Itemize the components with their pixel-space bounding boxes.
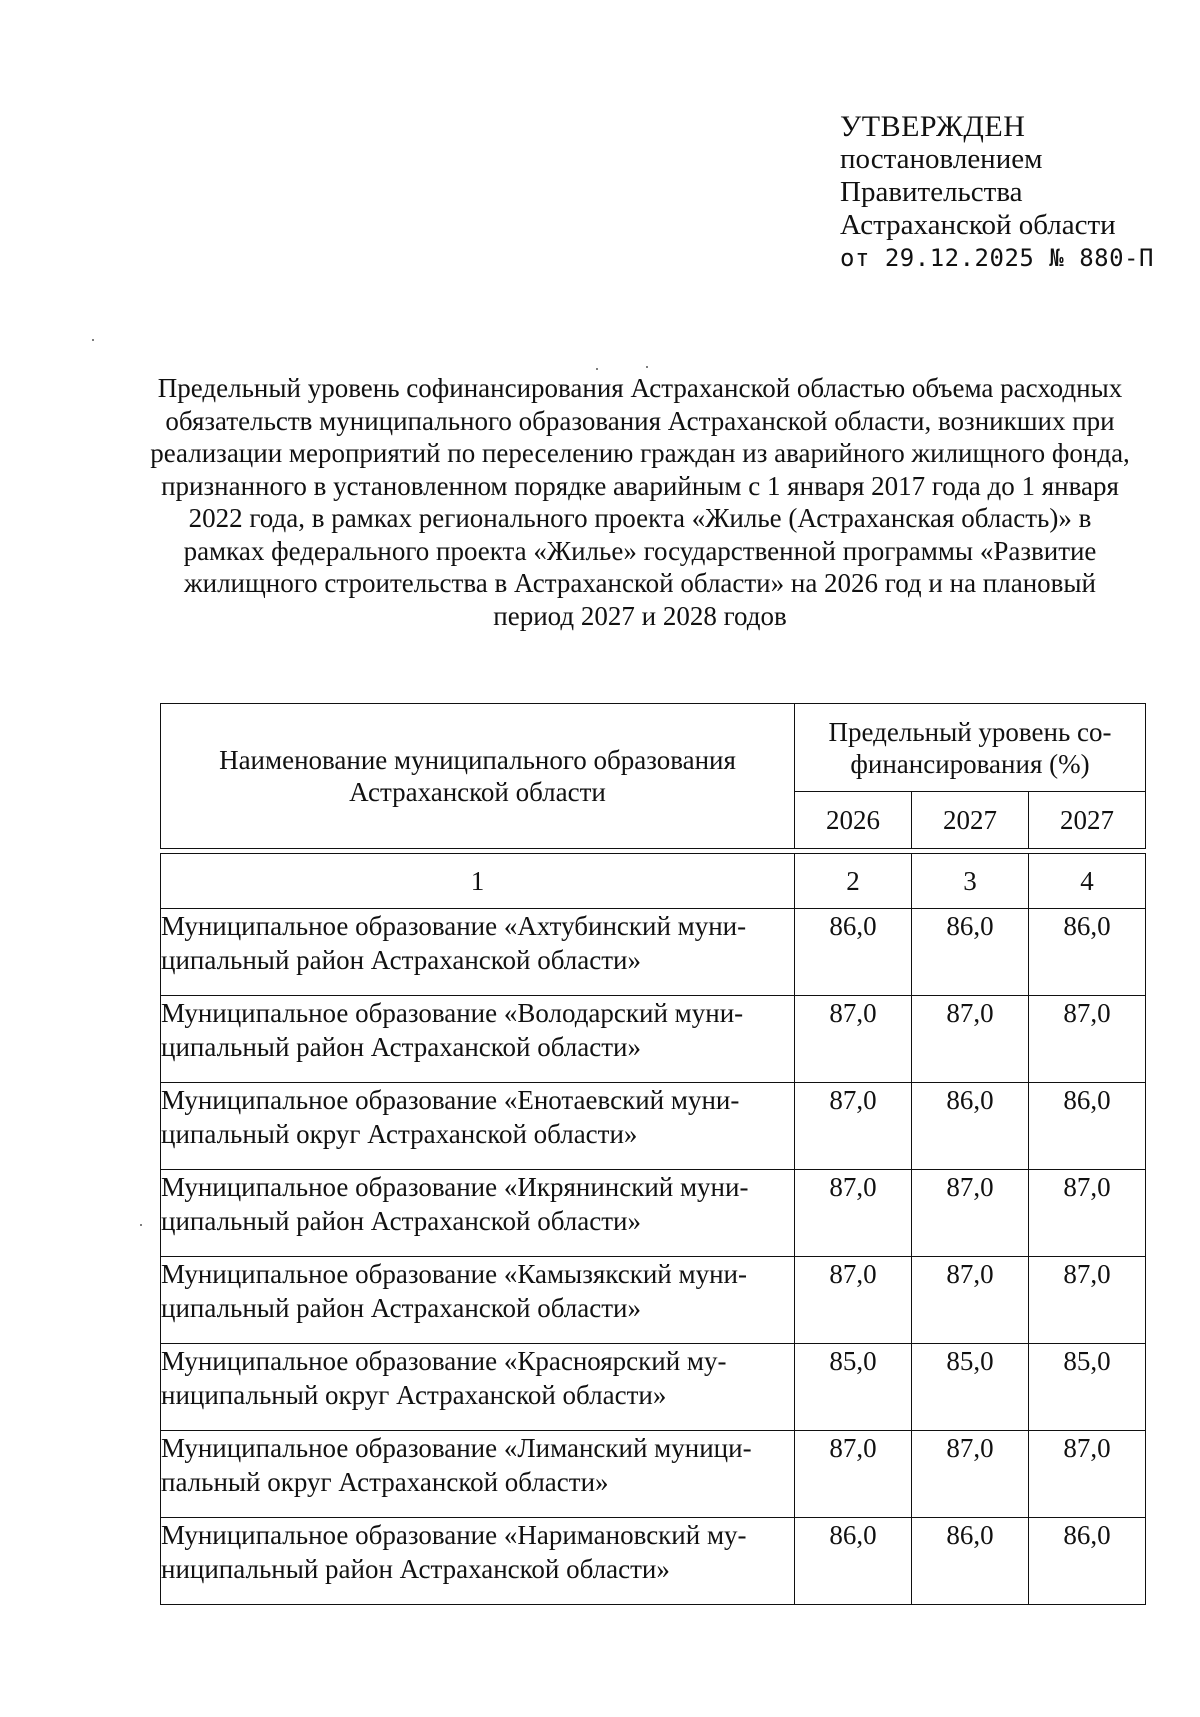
cofinancing-value-cell: 85,0 — [795, 1344, 912, 1431]
table-row — [161, 996, 1146, 1083]
column-number: 2 — [795, 854, 912, 909]
header-cofinancing-level: Предельный уровень со-финансирования (%) — [795, 704, 1146, 792]
cofinancing-value-cell: 85,0 — [1029, 1344, 1146, 1431]
cofinancing-value-cell: 87,0 — [795, 1170, 912, 1257]
cofinancing-value-cell: 86,0 — [912, 1518, 1029, 1605]
table-row — [161, 1083, 1146, 1170]
cofinancing-value-cell: 87,0 — [912, 1431, 1029, 1518]
cofinancing-value-cell: 85,0 — [912, 1344, 1029, 1431]
municipality-name-cell: Муниципальное образование «Лиманский муници-пальный округ Астраханской области» — [161, 1431, 795, 1518]
municipality-name-cell: Муниципальное образование «Енотаевский муни-ципальный округ Астраханской области» — [161, 1083, 795, 1170]
approved-heading: УТВЕРЖДЕН — [840, 110, 1026, 143]
cofinancing-table — [160, 703, 1146, 1605]
cofinancing-value-cell: 86,0 — [912, 909, 1029, 996]
table-row — [161, 1344, 1146, 1431]
municipality-name-cell: Муниципальное образование «Володарский муни-ципальный район Астраханской области» — [161, 996, 795, 1083]
cofinancing-value-cell: 86,0 — [795, 909, 912, 996]
cofinancing-value-cell: 87,0 — [912, 1257, 1029, 1344]
header-year: 2027 — [912, 792, 1029, 849]
cofinancing-value-cell: 87,0 — [1029, 1170, 1146, 1257]
table-row — [161, 1518, 1146, 1605]
header-year: 2027 — [1029, 792, 1146, 849]
municipality-name-cell: Муниципальное образование «Ахтубинский муни-ципальный район Астраханской области» — [161, 909, 795, 996]
column-number: 4 — [1029, 854, 1146, 909]
cofinancing-value-cell: 87,0 — [1029, 1431, 1146, 1518]
cofinancing-value-cell: 87,0 — [795, 1431, 912, 1518]
table-row — [161, 909, 1146, 996]
cofinancing-value-cell: 87,0 — [795, 1083, 912, 1170]
municipality-name-cell: Муниципальное образование «Камызякский муни-ципальный район Астраханской области» — [161, 1257, 795, 1344]
cofinancing-value-cell: 86,0 — [1029, 1518, 1146, 1605]
header-municipality-name: Наименование муниципального образования Астраханской области — [161, 704, 795, 849]
cofinancing-value-cell: 87,0 — [912, 1170, 1029, 1257]
cofinancing-value-cell: 87,0 — [912, 996, 1029, 1083]
table-row — [161, 1170, 1146, 1257]
approval-line-resolution: постановлением — [840, 143, 1043, 175]
column-number: 1 — [161, 854, 795, 909]
cofinancing-value-cell: 87,0 — [1029, 996, 1146, 1083]
approval-line-government: Правительства — [840, 176, 1023, 208]
municipality-name-cell: Муниципальное образование «Икрянинский муни-ципальный район Астраханской области» — [161, 1170, 795, 1257]
cofinancing-value-cell: 86,0 — [795, 1518, 912, 1605]
cofinancing-value-cell: 87,0 — [795, 996, 912, 1083]
table-row — [161, 1257, 1146, 1344]
header-year: 2026 — [795, 792, 912, 849]
column-number: 3 — [912, 854, 1029, 909]
approval-stamp-block — [840, 110, 1154, 275]
cofinancing-value-cell: 87,0 — [1029, 1257, 1146, 1344]
column-number-row — [161, 854, 1146, 909]
scan-speck — [92, 339, 94, 341]
cofinancing-value-cell: 86,0 — [1029, 1083, 1146, 1170]
document-title: Предельный уровень софинансирования Астраханской областью объема расходных обязательств муниципального образования Астраханской области, возникших при реализации мероприятий по переселению граждан из аварийного жилищного фонда, признанного в установленном порядке аварийным с 1 января 2017 года до 1 января 2022 года, в рамках регионального проекта «Жилье (Астраханская область)» в рамках федерального проекта «Жилье» государственной программы «Развитие жилищного строительства в Астраханской области» на 2026 год и на плановый период 2027 и 2028 годов — [150, 373, 1130, 631]
table-row — [161, 1431, 1146, 1518]
approval-date-number: от 29.12.2025 № 880-П — [840, 244, 1154, 272]
cofinancing-value-cell: 86,0 — [912, 1083, 1029, 1170]
cofinancing-value-cell: 86,0 — [1029, 909, 1146, 996]
cofinancing-value-cell: 87,0 — [795, 1257, 912, 1344]
approval-line-region: Астраханской области — [840, 209, 1116, 241]
scan-speck — [140, 1224, 142, 1226]
scan-speck — [596, 368, 598, 370]
municipality-name-cell: Муниципальное образование «Наримановский му-ниципальный район Астраханской области» — [161, 1518, 795, 1605]
municipality-name-cell: Муниципальное образование «Красноярский му-ниципальный округ Астраханской области» — [161, 1344, 795, 1431]
scan-speck — [646, 366, 648, 368]
